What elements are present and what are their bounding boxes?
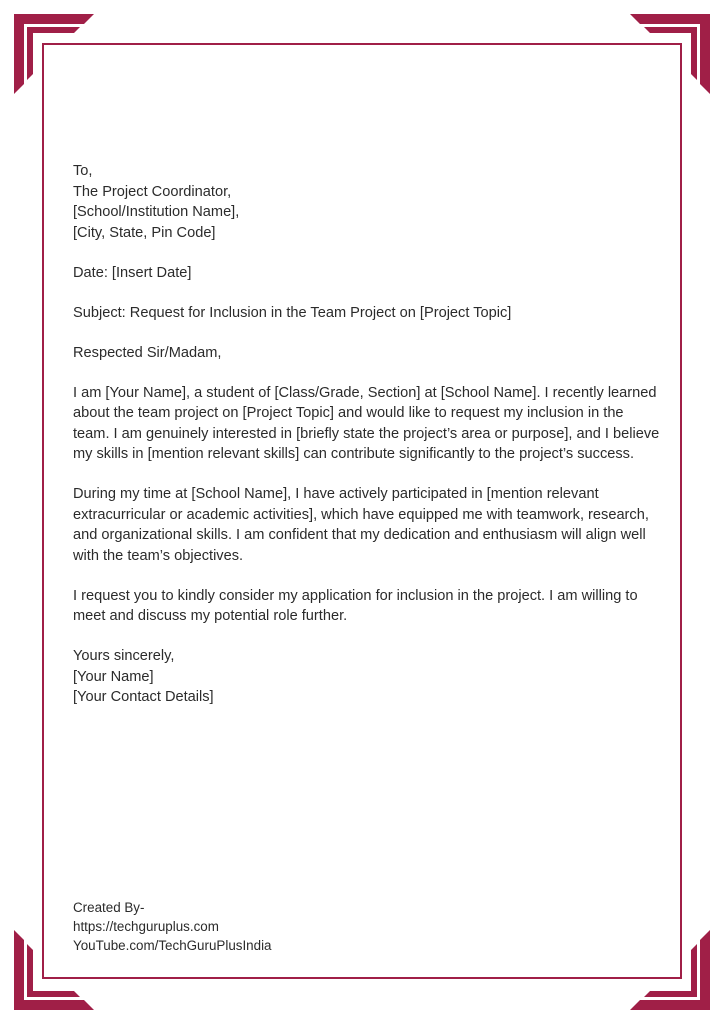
credits-footer [73,898,272,955]
recipient-address [73,161,663,243]
youtube-link[interactable]: YouTube.com/TechGuruPlusIndia [73,938,272,953]
body-paragraph-3: I request you to kindly consider my application for inclusion in the project. I am willing to meet and discuss my potential role further. [73,587,638,624]
letter-salutation: Respected Sir/Madam, [73,344,222,361]
website-link[interactable]: https://techguruplus.com [73,919,219,934]
recipient-line: [School/Institution Name], [73,204,240,220]
closing-line: Yours sincerely, [73,648,175,664]
corner-ornament-top-right [624,0,724,100]
closing-line: [Your Name] [73,668,154,685]
letter-date: Date: [Insert Date] [73,264,192,281]
recipient-line: [City, State, Pin Code] [73,224,216,241]
created-by-label: Created By- [73,900,145,915]
corner-ornament-bottom-right [624,924,724,1024]
letter-subject: Subject: Request for Inclusion in the Team Project on [Project Topic] [73,304,512,321]
body-paragraph-2: During my time at [School Name], I have actively participated in [mention relevant extracurricular or academic activities], which have equipped me with teamwork, research, and organizational skills. I am confident that my dedication and enthusiasm will align well with the team’s objectives. [73,486,649,564]
body-paragraph-1: I am [Your Name], a student of [Class/Grade, Section] at [School Name]. I recently learned about the team project on [Project Topic] and would like to request my inclusion in the team. I am genuinely interested in [briefly state the project’s area or purpose], and I believe my skills in [mention relevant skills] can contribute significantly to the project’s success. [73,384,660,462]
recipient-line: To, [73,163,93,179]
recipient-line: The Project Coordinator, [73,183,232,200]
corner-ornament-top-left [0,0,100,100]
letter-closing [73,646,663,708]
letter-body [73,161,663,708]
closing-line: [Your Contact Details] [73,689,214,705]
